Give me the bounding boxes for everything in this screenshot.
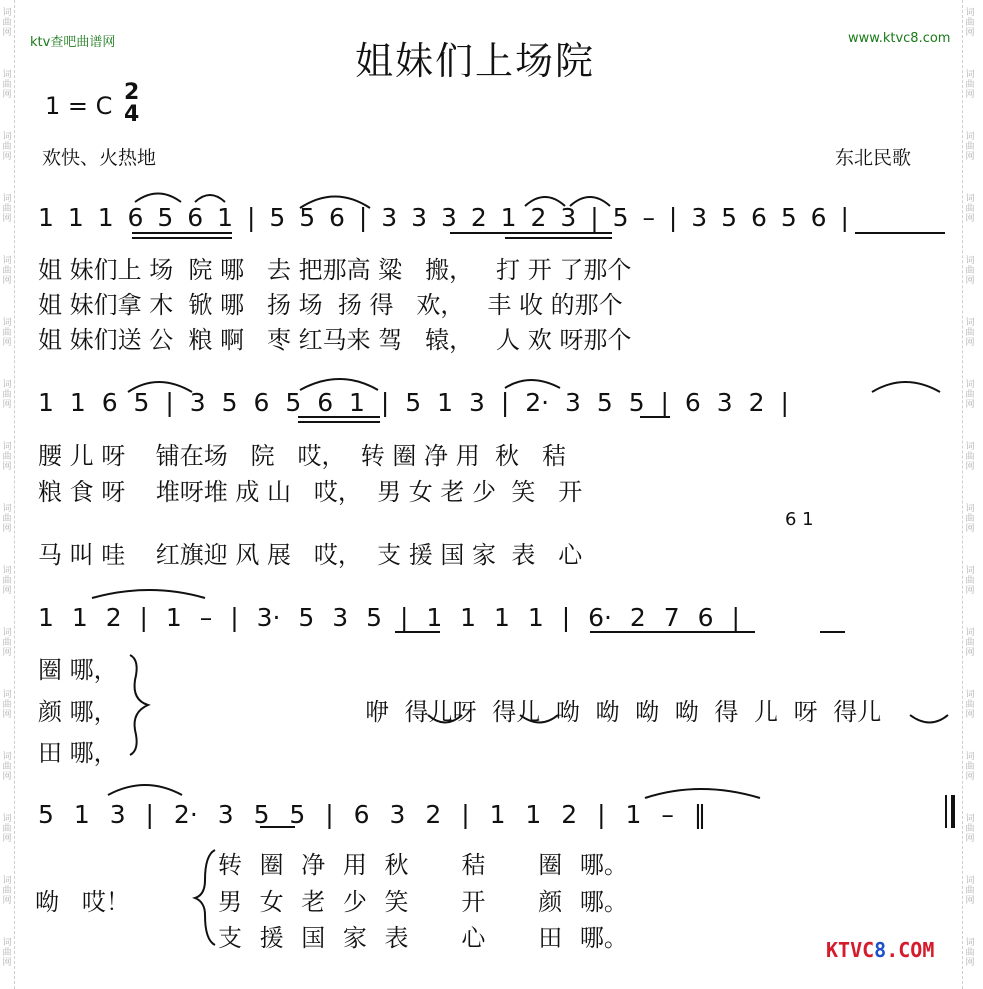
genre-label: 东北民歌 [835,147,912,169]
watermark-text: 词 曲 网 [2,8,12,38]
tempo-marking: 欢快、火热地 [42,147,157,169]
watermark-text: 词 曲 网 [2,814,12,844]
slur-mark [645,789,760,798]
lyric-row4-verse1: 转 圈 净 用 秋 秸 圈 哪。 [218,851,628,879]
brace-mark [130,655,148,755]
slur-mark [300,197,370,209]
watermark-text: 词 曲 网 [965,194,975,224]
watermark-text: 词 曲 网 [965,938,975,968]
lyric-row3-refrain: 咿 得儿呀 得儿 呦 呦 呦 呦 得 儿 呀 得儿 [365,698,882,726]
lyric-row2-verse3: 马 叫 哇 红旗迎 风 展 哎， 支 援 国 家 表 心 [38,541,583,569]
watermark-text: 词 曲 网 [2,876,12,906]
notation-row-3: 1 1 2 | 1 – | 3· 5 3 5 | 1 1 1 1 | 6· 2 7 6 | [38,603,740,632]
site-logo[interactable] [826,938,934,962]
slur-mark [910,715,948,723]
slur-mark [108,785,182,795]
lyric-row4-lead: 呦 哎！ [35,888,130,916]
watermark-text: 词 曲 网 [2,194,12,224]
slur-mark [92,590,205,598]
watermark-text: 词 曲 网 [965,876,975,906]
lyric-row1-verse1: 姐 妹们上 场 院 哪 去 把那高 粱 搬， 打 开 了那个 [38,256,632,284]
watermark-text: 词 曲 网 [2,628,12,658]
slur-mark [195,195,225,202]
logo-text-red-suffix: .COM [886,938,935,962]
watermark-text: 词 曲 网 [965,814,975,844]
logo-text-blue: 8 [874,938,887,962]
watermark-text: 词 曲 网 [2,318,12,348]
notation-row-4: 5 1 3 | 2· 3 5 5 | 6 3 2 | 1 1 2 | 1 – ‖ [38,800,707,829]
lyric-row2-verse1: 腰 儿 呀 铺在场 院 哎， 转 圈 净 用 秋 秸 [38,442,566,470]
watermark-text: 词 曲 网 [965,380,975,410]
lyric-row1-verse3: 姐 妹们送 公 粮 啊 枣 红马来 驾 辕， 人 欢 呀那个 [38,326,632,354]
lyric-row4-verse3: 支 援 国 家 表 心 田 哪。 [218,924,628,952]
song-title: 姐妹们上场院 [355,39,596,83]
watermark-text: 词 曲 网 [965,690,975,720]
lyric-row3-verse2: 颜 哪， [38,698,118,726]
watermark-text: 词 曲 网 [965,442,975,472]
watermark-text: 词 曲 网 [965,628,975,658]
slur-mark [505,380,560,388]
watermark-text: 词 曲 网 [965,752,975,782]
grace-notes: 6 1 [785,509,814,530]
key-signature: 1 = C [45,92,113,120]
watermark-text: 词 曲 网 [2,566,12,596]
brace-mark [195,850,215,945]
lyric-row3-verse1: 圈 哪， [38,656,118,684]
watermark-text: 词 曲 网 [2,256,12,286]
slur-mark [872,382,940,392]
watermark-text: 词 曲 网 [2,132,12,162]
lyric-row2-verse2: 粮 食 呀 堆呀堆 成 山 哎， 男 女 老 少 笑 开 [38,478,583,506]
slur-mark [300,379,378,390]
watermark-text: 词 曲 网 [2,380,12,410]
watermark-text: 词 曲 网 [965,8,975,38]
slur-mark [135,194,181,203]
lyric-row4-verse2: 男 女 老 少 笑 开 颜 哪。 [218,888,628,916]
slur-mark [570,197,610,206]
watermark-text: 词 曲 网 [965,566,975,596]
slur-mark [128,382,192,392]
watermark-text: 词 曲 网 [965,504,975,534]
watermark-text: 词 曲 网 [2,938,12,968]
watermark-text: 词 曲 网 [965,70,975,100]
site-url-right[interactable]: www.ktvc8.com [848,31,951,46]
watermark-text: 词 曲 网 [2,442,12,472]
lyric-row1-verse2: 姐 妹们拿 木 锨 哪 扬 场 扬 得 欢， 丰 收 的那个 [38,291,623,319]
notation-row-1: 1 1 1 6 5 6 1 | 5 5 6 | 3 3 3 2 1 2 3 | 5 – | 3 5 6 5 6 | [38,203,849,232]
logo-text-red: KTVC [826,938,875,962]
notation-row-2: 1 1 6 5 | 3 5 6 5 6 1 | 5 1 3 | 2· 3 5 5 | 6 3 2 | [38,388,789,417]
watermark-text: 词 曲 网 [2,504,12,534]
watermark-text: 词 曲 网 [965,318,975,348]
site-name-left[interactable]: ktv查吧曲谱网 [30,35,116,50]
watermark-text: 词 曲 网 [2,690,12,720]
time-signature-top: 2 [124,80,140,105]
time-signature-bottom: 4 [124,102,140,127]
lyric-row3-verse3: 田 哪， [38,739,118,767]
watermark-text: 词 曲 网 [965,132,975,162]
watermark-text: 词 曲 网 [2,70,12,100]
watermark-text: 词 曲 网 [2,752,12,782]
slur-mark [525,197,565,206]
watermark-text: 词 曲 网 [965,256,975,286]
